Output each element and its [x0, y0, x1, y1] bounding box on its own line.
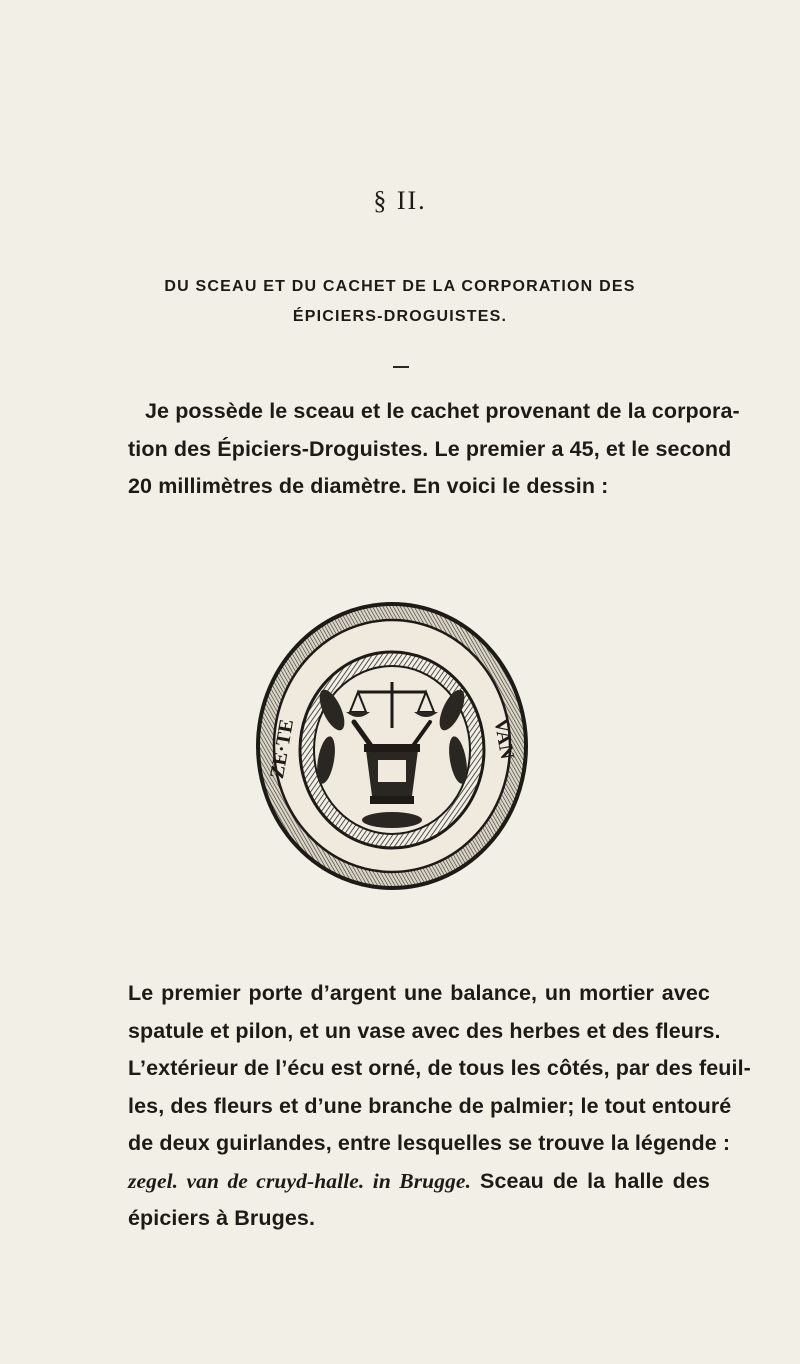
section-number: § II.	[373, 186, 427, 215]
seal-illustration	[254, 600, 530, 892]
paragraph-description	[128, 975, 751, 1238]
paragraph-line: tion des Épiciers-Droguistes. Le premier a 45, et le second	[128, 436, 732, 461]
seal-legend-right: VAN	[489, 716, 519, 761]
legend-text: zegel. van de cruyd-halle. in Brugge.	[128, 1168, 472, 1193]
paragraph-line: épiciers à Bruges.	[128, 1206, 316, 1230]
paragraph-line: de deux guirlandes, entre lesquelles se trouve la légende :	[128, 1131, 731, 1155]
paragraph-intro	[128, 393, 740, 506]
paragraph-line: Je possède le sceau et le cachet provenant de la corpora-	[145, 399, 740, 423]
seal-legend-left: ZE·TE	[266, 717, 299, 781]
paragraph-line: 20 millimètres de diamètre. En voici le dessin :	[128, 474, 609, 498]
legend-translation: Sceau de la halle des	[471, 1168, 710, 1193]
paragraph-line-legend	[128, 1163, 710, 1201]
separator-rule	[393, 366, 409, 368]
paragraph-line: spatule et pilon, et un vase avec des herbes et des fleurs.	[128, 1018, 721, 1043]
heading-line-2: ÉPICIERS-DROGUISTES.	[292, 308, 508, 325]
paragraph-line: L’extérieur de l’écu est orné, de tous les côtés, par des feuil-	[128, 1056, 751, 1080]
paragraph-line: les, des fleurs et d’une branche de palmier; le tout entouré	[128, 1093, 732, 1118]
paragraph-line: Le premier porte d’argent une balance, un mortier avec	[128, 981, 710, 1005]
chapter-heading	[0, 272, 800, 332]
heading-line-1: DU SCEAU ET DU CACHET DE LA CORPORATION DES	[164, 278, 636, 295]
